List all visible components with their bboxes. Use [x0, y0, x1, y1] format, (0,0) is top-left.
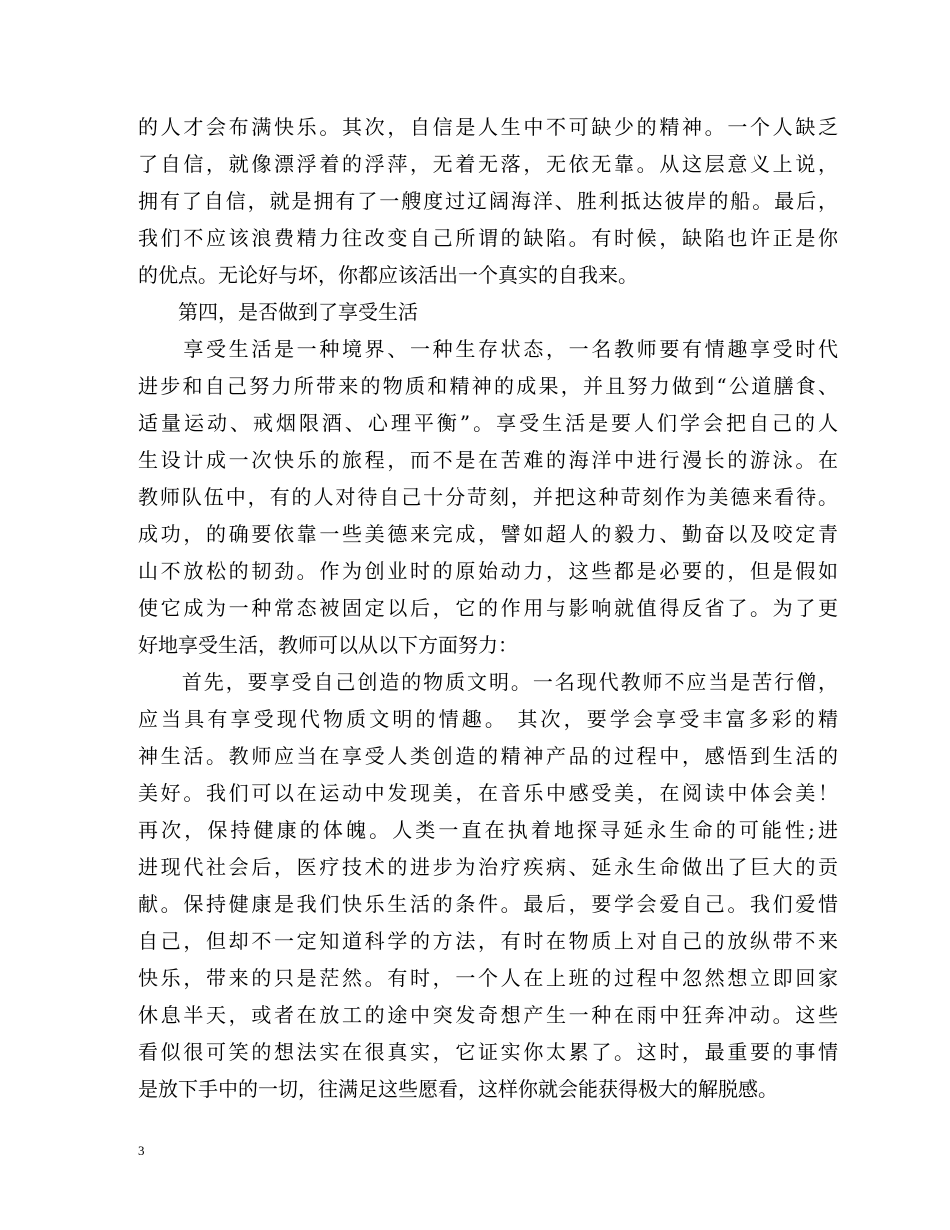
- text-line: 生设计成一次快乐的旅程，而不是在苦难的海洋中进行漫长的游泳。在: [138, 448, 838, 472]
- text-line: 自己，但却不一定知道科学的方法，有时在物质上对自己的放纵带不来: [138, 929, 838, 953]
- text-line: 使它成为一种常态被固定以后，它的作用与影响就值得反省了。为了更: [138, 596, 838, 620]
- text-line: 应当具有享受现代物质文明的情趣。 其次，要学会享受丰富多彩的精: [138, 707, 838, 731]
- section-heading-line: 第四，是否做到了享受生活: [138, 300, 418, 324]
- text-line: 好地享受生活，教师可以从以下方面努力：: [138, 633, 518, 657]
- text-line: 快乐，带来的只是茫然。有时，一个人在上班的过程中忽然想立即回家: [138, 966, 838, 990]
- text-line: 成功，的确要依靠一些美德来完成，譬如超人的毅力、勤奋以及咬定青: [138, 522, 838, 546]
- text-line: 了自信，就像漂浮着的浮萍，无着无落，无依无靠。从这层意义上说，: [138, 152, 838, 176]
- text-line: 进现代社会后，医疗技术的进步为治疗疾病、延永生命做出了巨大的贡: [138, 855, 838, 879]
- text-line: 首先，要享受自己创造的物质文明。一名现代教师不应当是苦行僧，: [138, 670, 838, 694]
- text-line: 看似很可笑的想法实在很真实，它证实你太累了。这时，最重要的事情: [138, 1040, 838, 1064]
- text-line: 山不放松的韧劲。作为创业时的原始动力，这些都是必要的，但是假如: [138, 559, 838, 583]
- text-line: 是放下手中的一切，往满足这些愿看，这样你就会能获得极大的解脱感。: [138, 1077, 778, 1101]
- text-line: 的人才会布满快乐。其次，自信是人生中不可缺少的精神。一个人缺乏: [138, 115, 838, 139]
- page-number: 3: [138, 1143, 145, 1158]
- text-line: 神生活。教师应当在享受人类创造的精神产品的过程中，感悟到生活的: [138, 744, 838, 768]
- text-line: 献。保持健康是我们快乐生活的条件。最后，要学会爱自己。我们爱惜: [138, 892, 838, 916]
- text-line: 享受生活是一种境界、一种生存状态，一名教师要有情趣享受时代: [138, 337, 838, 361]
- text-line: 的优点。无论好与坏，你都应该活出一个真实的自我来。: [138, 263, 638, 287]
- text-line: 适量运动、戒烟限酒、心理平衡”。享受生活是要人们学会把自己的人: [138, 411, 838, 435]
- text-line: 拥有了自信，就是拥有了一艘度过辽阔海洋、胜利抵达彼岸的船。最后，: [138, 189, 838, 213]
- text-line: 休息半天，或者在放工的途中突发奇想产生一种在雨中狂奔冲动。这些: [138, 1003, 838, 1027]
- text-line: 教师队伍中，有的人对待自己十分苛刻，并把这种苛刻作为美德来看待。: [138, 485, 838, 509]
- text-line: 进步和自己努力所带来的物质和精神的成果，并且努力做到“公道膳食、: [138, 374, 838, 398]
- text-line: 我们不应该浪费精力往改变自己所谓的缺陷。有时候，缺陷也许正是你: [138, 226, 838, 250]
- text-line: 美好。我们可以在运动中发现美，在音乐中感受美，在阅读中体会美！: [138, 781, 838, 805]
- text-line: 再次，保持健康的体魄。人类一直在执着地探寻延永生命的可能性;进: [138, 818, 838, 842]
- body-text: [138, 109, 838, 1108]
